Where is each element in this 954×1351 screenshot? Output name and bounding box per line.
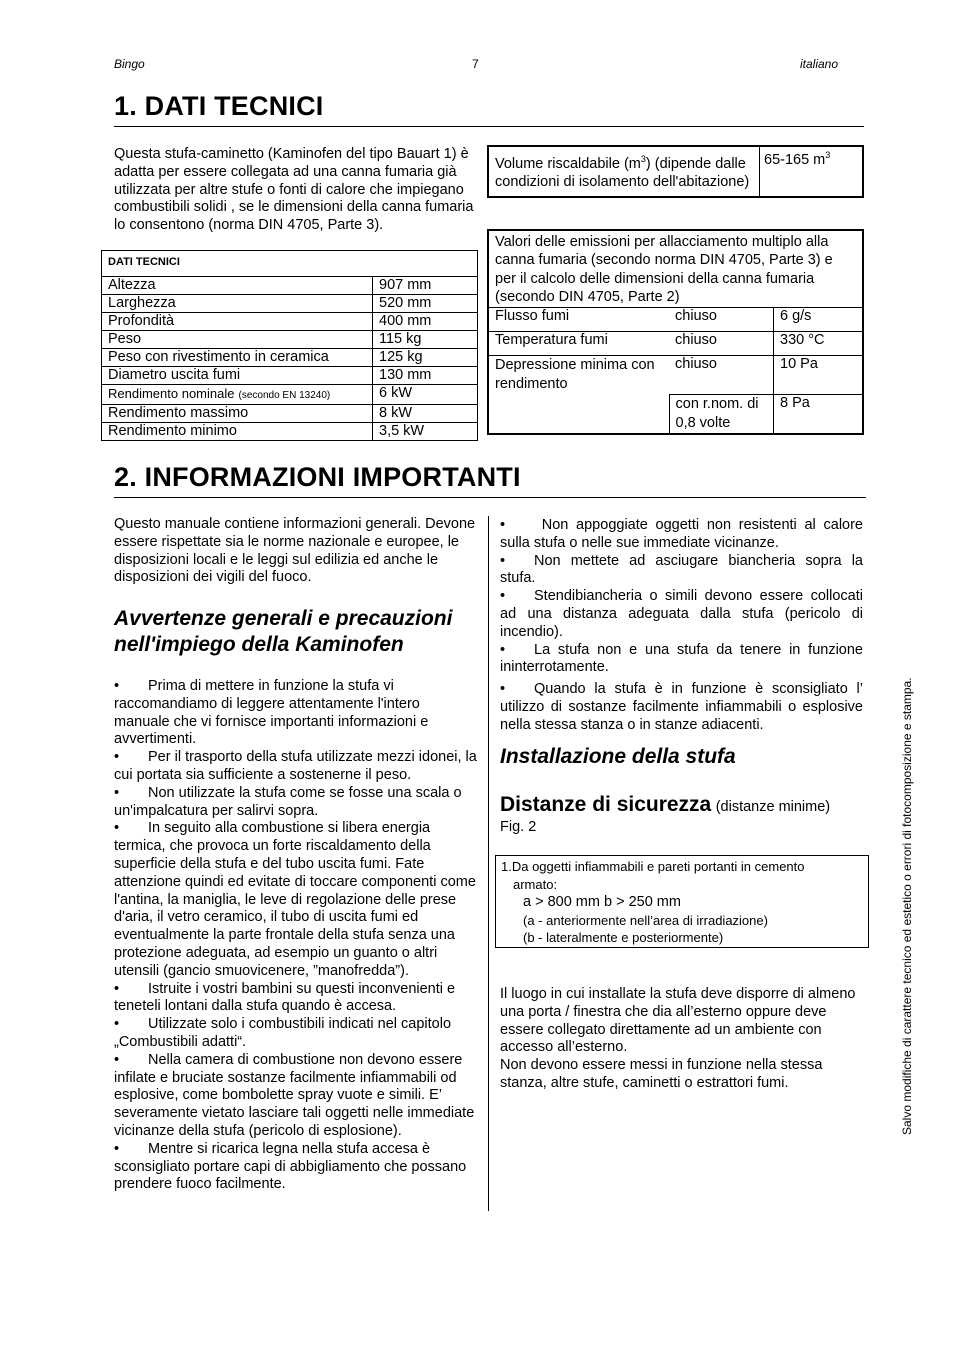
row-value: 125 kg <box>373 349 478 367</box>
section1-number: 1. <box>114 91 137 121</box>
table-row <box>488 308 863 332</box>
list-item: • Non appoggiate oggetti non resistenti al calore sulla stufa o nelle sue immediate vicinanze. <box>500 517 863 551</box>
header-left: Bingo <box>114 57 145 71</box>
row-label: Larghezza <box>102 295 373 313</box>
box-line2: armato: <box>513 877 558 892</box>
em-col-c: 6 g/s <box>774 308 864 332</box>
list-item: • Utilizzate solo i combustibili indicati nel capitolo „Combustibili adatti“. <box>114 1016 452 1050</box>
volume-label <box>488 146 760 197</box>
row-label: Altezza <box>102 277 373 295</box>
em-col-b: chiuso <box>669 332 774 356</box>
install-para2: Non devono essere messi in funzione nella stessa stanza, altre stufe, caminetti o estrattori fumi. <box>500 1057 823 1091</box>
volume-label-rest: ) (dipende dalle condizioni di isolamento dell'abitazione) <box>495 155 750 191</box>
list-item: • La stufa non e una stufa da tenere in funzione ininterrotamente. <box>500 641 863 676</box>
bullet-text: Non mettete ad asciugare biancheria sopra la stufa. <box>500 552 863 587</box>
side-note: Salvo modifiche di carattere tecnico ed estetico o errori di fotocomposizione e stampa. <box>900 677 914 1135</box>
section2-title-text: INFORMAZIONI IMPORTANTI <box>144 462 521 492</box>
table-row <box>102 313 478 331</box>
bullet-text: In seguito alla combustione si libera energia termica, che provoca un forte riscaldamento della superficie della stufa e del tubo uscita fumi. Fate attenzione quindi ed evitate di toccare componenti come l'antina, la maniglia, le leve di regolazione delle prese d'aria, il vetro ceramico, il tubo di uscita fumi ed eventualmente la parte frontale della stufa senza una protezione adeguata, ad esempio un guanto o altri utensili (gancio smuovicenere, ”manofredda”). <box>114 820 476 979</box>
em-col-a: Temperatura fumi <box>488 332 669 356</box>
volume-sup: 3 <box>640 154 646 164</box>
table-row <box>488 394 863 434</box>
install-para1: Il luogo in cui installate la stufa deve disporre di almeno una porta / finestra che dia all’esterno oppure deve essere collegato direttamente ad un ambiente con accesso all’esterno. <box>500 986 856 1056</box>
bullet-text: Non appoggiate oggetti non resistenti al calore sulla stufa o nelle sue immediate vicinanze. <box>500 517 863 551</box>
row-value: 130 mm <box>373 367 478 385</box>
row-value: 115 kg <box>373 331 478 349</box>
list-item: • Non mettete ad asciugare biancheria sopra la stufa. <box>500 552 863 587</box>
em-col-c: 330 °C <box>774 332 864 356</box>
table-row <box>102 367 478 385</box>
emissions-table <box>487 229 864 435</box>
list-item: • Mentre si ricarica legna nella stufa accesa è sconsigliato portare capi di abbigliamento che possano prendere fuoco facilmente. <box>114 1140 467 1193</box>
table-row <box>102 385 478 405</box>
table-row <box>102 295 478 313</box>
table-row <box>102 331 478 349</box>
em-col-b: con r.nom. di 0,8 volte <box>669 394 774 434</box>
distances-subtitle: (distanze minime) <box>715 799 831 815</box>
row-value: 8 kW <box>373 405 478 423</box>
table-row <box>102 277 478 295</box>
section2-intro: Questo manuale contiene informazioni generali. Devone essere rispettate sia le norme nazionale e europee, le disposizioni locali e le leggi sul edilizia ed anche le disposizioni dei vigili del fuoco. <box>114 516 476 586</box>
tech-table-title: DATI TECNICI <box>102 251 478 277</box>
list-item: • In seguito alla combustione si libera energia termica, che provoca un forte riscaldamento della superficie della stufa e del tubo uscita fumi. Fate attenzione quindi ed evitate di toccare componenti come l'antina, la maniglia, le leve di regolazione delle prese d'aria, il vetro ceramico, il tubo di uscita fumi ed eventualmente la parte frontale della stufa senza una protezione adeguata, ad esempio un guanto o altri utensili (gancio smuovicenere, ”manofredda”). <box>114 820 476 979</box>
bullet-text: Quando la stufa è in funzione è sconsigliato l’ utilizzo di sostanze facilmente infiammabili o esplosive nella stessa stanza o in stanze adiacenti. <box>500 681 863 733</box>
bullet-text: Per il trasporto della stufa utilizzate mezzi idonei, la cui portata sia sufficiente a sostenerne il peso. <box>114 749 477 783</box>
section2-number: 2. <box>114 462 137 492</box>
distances-box <box>495 855 869 948</box>
header-right: italiano <box>800 57 839 71</box>
page-number: 7 <box>472 57 479 71</box>
table-row <box>488 356 863 395</box>
bullet-text: Utilizzate solo i combustibili indicati nel capitolo „Combustibili adatti“. <box>114 1016 452 1050</box>
bullet-text: La stufa non e una stufa da tenere in funzione ininterrotamente. <box>500 641 863 676</box>
box-line5: (b - lateralmente e posteriormente) <box>523 930 724 945</box>
box-line4: (a - anteriormente nell’area di irradiazione) <box>523 913 768 928</box>
row-label <box>102 385 373 405</box>
section1-title <box>114 91 324 122</box>
box-line3: a > 800 mm b > 250 mm <box>523 894 681 910</box>
list-item: • Quando la stufa è in funzione è sconsigliato l’ utilizzo di sostanze facilmente infiammabili o esplosive nella stessa stanza o in stanze adiacenti. <box>500 681 863 733</box>
volume-label-text: Volume riscaldabile (m <box>495 155 641 172</box>
row-value: 6 kW <box>373 385 478 405</box>
row-label-main: Rendimento nominale <box>108 386 235 401</box>
section2-subtitle: Avvertenze generali e precauzioni nell'impiego della Kaminofen <box>114 607 453 656</box>
table-row <box>102 405 478 423</box>
install-title: Installazione della stufa <box>500 745 736 768</box>
row-label: Peso con rivestimento in ceramica <box>102 349 373 367</box>
bullet-text: Mentre si ricarica legna nella stufa accesa è sconsigliato portare capi di abbigliamento che possano prendere fuoco facilmente. <box>114 1140 467 1193</box>
row-label: Peso <box>102 331 373 349</box>
row-label-small: (secondo EN 13240) <box>238 390 331 401</box>
table-row <box>102 349 478 367</box>
list-item: • Nella camera di combustione non devono essere infilate e bruciate sostanze facilmente infiammabili od esplosive, come bombolette spray vuote e simili. E’ severamente vietato lasciare tali oggetti nelle immediate vicinanze della stufa (pericolo di esplosione). <box>114 1051 475 1139</box>
distances-title: Distanze di sicurezza <box>500 793 712 816</box>
em-col-a <box>488 394 669 434</box>
section1-intro: Questa stufa-caminetto (Kaminofen del tipo Bauart 1) è adatta per essere collegata ad una canna fumaria già utilizzata per altre stufe o fonti di calore che impiegano combustibili solidi , se le dimensioni della canna fumaria lo consentono (norma DIN 4705, Parte 3). <box>114 146 474 234</box>
em-col-c: 10 Pa <box>774 356 864 395</box>
bullet-text: Nella camera di combustione non devono essere infilate e bruciate sostanze facilmente infiammabili od esplosive, come bombolette spray vuote e simili. E’ severamente vietato lasciare tali oggetti nelle immediate vicinanze della stufa (pericolo di esplosione). <box>114 1051 475 1139</box>
em-col-c: 8 Pa <box>774 394 864 434</box>
right-bullet-list <box>500 517 863 735</box>
row-label: Rendimento massimo <box>102 405 373 423</box>
figure-ref: Fig. 2 <box>500 819 537 835</box>
list-item: • Stendibiancheria o simili devono essere collocati ad una distanza adeguata dalla stufa (pericolo di incendio). <box>500 588 863 640</box>
install-paragraph <box>500 986 864 1093</box>
column-divider <box>488 516 489 1211</box>
em-col-a: Depressione minima con rendimento <box>488 356 669 395</box>
section1-rule <box>114 126 864 127</box>
volume-value-sup: 3 <box>825 150 831 160</box>
row-value: 400 mm <box>373 313 478 331</box>
volume-value <box>760 146 864 197</box>
em-col-a: Flusso fumi <box>488 308 669 332</box>
volume-table <box>487 145 864 198</box>
bullet-text: Prima di mettere in funzione la stufa vi raccomandiamo di leggere attentamente l'intero manuale che vi fornisce importanti informazioni e avvertimenti. <box>114 678 429 748</box>
bullet-text: Non utilizzate la stufa come se fosse una scala o un'impalcatura per salirvi sopra. <box>114 784 462 819</box>
row-label: Diametro uscita fumi <box>102 367 373 385</box>
box-line1: 1.Da oggetti infiammabili e pareti portanti in cemento <box>501 859 805 874</box>
row-label: Profondità <box>102 313 373 331</box>
row-value: 520 mm <box>373 295 478 313</box>
em-col-b: chiuso <box>669 308 774 332</box>
table-row <box>488 332 863 356</box>
row-value: 3,5 kW <box>373 423 478 441</box>
left-bullet-list <box>114 678 478 1194</box>
tech-data-table <box>101 250 478 441</box>
bullet-text: Stendibiancheria o simili devono essere collocati ad una distanza adeguata dalla stufa (pericolo di incendio). <box>500 588 863 640</box>
section1-title-text: DATI TECNICI <box>144 91 324 121</box>
list-item: • Per il trasporto della stufa utilizzate mezzi idonei, la cui portata sia sufficiente a sostenerne il peso. <box>114 749 477 783</box>
list-item: • Non utilizzate la stufa come se fosse una scala o un'impalcatura per salirvi sopra. <box>114 784 462 819</box>
emissions-title: Valori delle emissioni per allacciamento multiplo alla canna fumaria (secondo norma DIN 4705, Parte 3) e per il calcolo delle dimensioni della canna fumaria (secondo DIN 4705, Parte 2) <box>488 230 863 308</box>
volume-value-text: 65-165 m <box>764 151 826 168</box>
table-row <box>102 423 478 441</box>
section2-title <box>114 462 521 493</box>
section2-rule <box>114 497 866 498</box>
em-col-b: chiuso <box>669 356 774 395</box>
bullet-text: Istruite i vostri bambini su questi inconvenienti e teneteli lontani dalla stufa quando è accesa. <box>114 980 456 1015</box>
list-item: • Prima di mettere in funzione la stufa vi raccomandiamo di leggere attentamente l'intero manuale che vi fornisce importanti informazioni e avvertimenti. <box>114 678 429 748</box>
row-value: 907 mm <box>373 277 478 295</box>
list-item: • Istruite i vostri bambini su questi inconvenienti e teneteli lontani dalla stufa quando è accesa. <box>114 980 456 1015</box>
distances-heading <box>500 793 830 817</box>
row-label: Rendimento minimo <box>102 423 373 441</box>
